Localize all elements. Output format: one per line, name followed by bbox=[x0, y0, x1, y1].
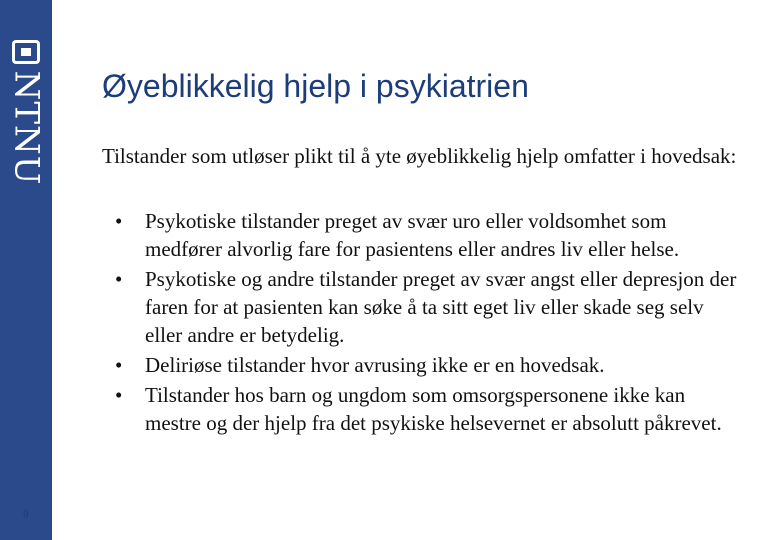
logo-text: NTNU bbox=[6, 70, 46, 186]
bullet-item: • Deliriøse tilstander hvor avrusing ikke er en hovedsak. bbox=[112, 351, 742, 379]
brand-sidebar bbox=[0, 0, 52, 540]
ntnu-logo-icon bbox=[12, 40, 40, 64]
bullet-list bbox=[112, 207, 742, 439]
bullet-item: • Psykotiske og andre tilstander preget av svær angst eller depresjon der faren for at pasienten kan søke å ta sitt eget liv eller skade seg selv eller andre er betydelig. bbox=[112, 265, 742, 349]
bullet-item: • Tilstander hos barn og ungdom som omsorgspersonene ikke kan mestre og der hjelp fra det psykiske helsevernet er absolutt påkrevet. bbox=[112, 381, 742, 437]
ntnu-logo bbox=[4, 68, 48, 188]
page-number: 9 bbox=[23, 509, 29, 520]
bullet-item: • Psykotiske tilstander preget av svær uro eller voldsomhet som medfører alvorlig fare for pasientens eller andres liv eller helse. bbox=[112, 207, 742, 263]
slide-title: Øyeblikkelig hjelp i psykiatrien bbox=[102, 68, 529, 104]
intro-text: Tilstander som utløser plikt til å yte øyeblikkelig hjelp omfatter i hovedsak: bbox=[102, 144, 737, 168]
